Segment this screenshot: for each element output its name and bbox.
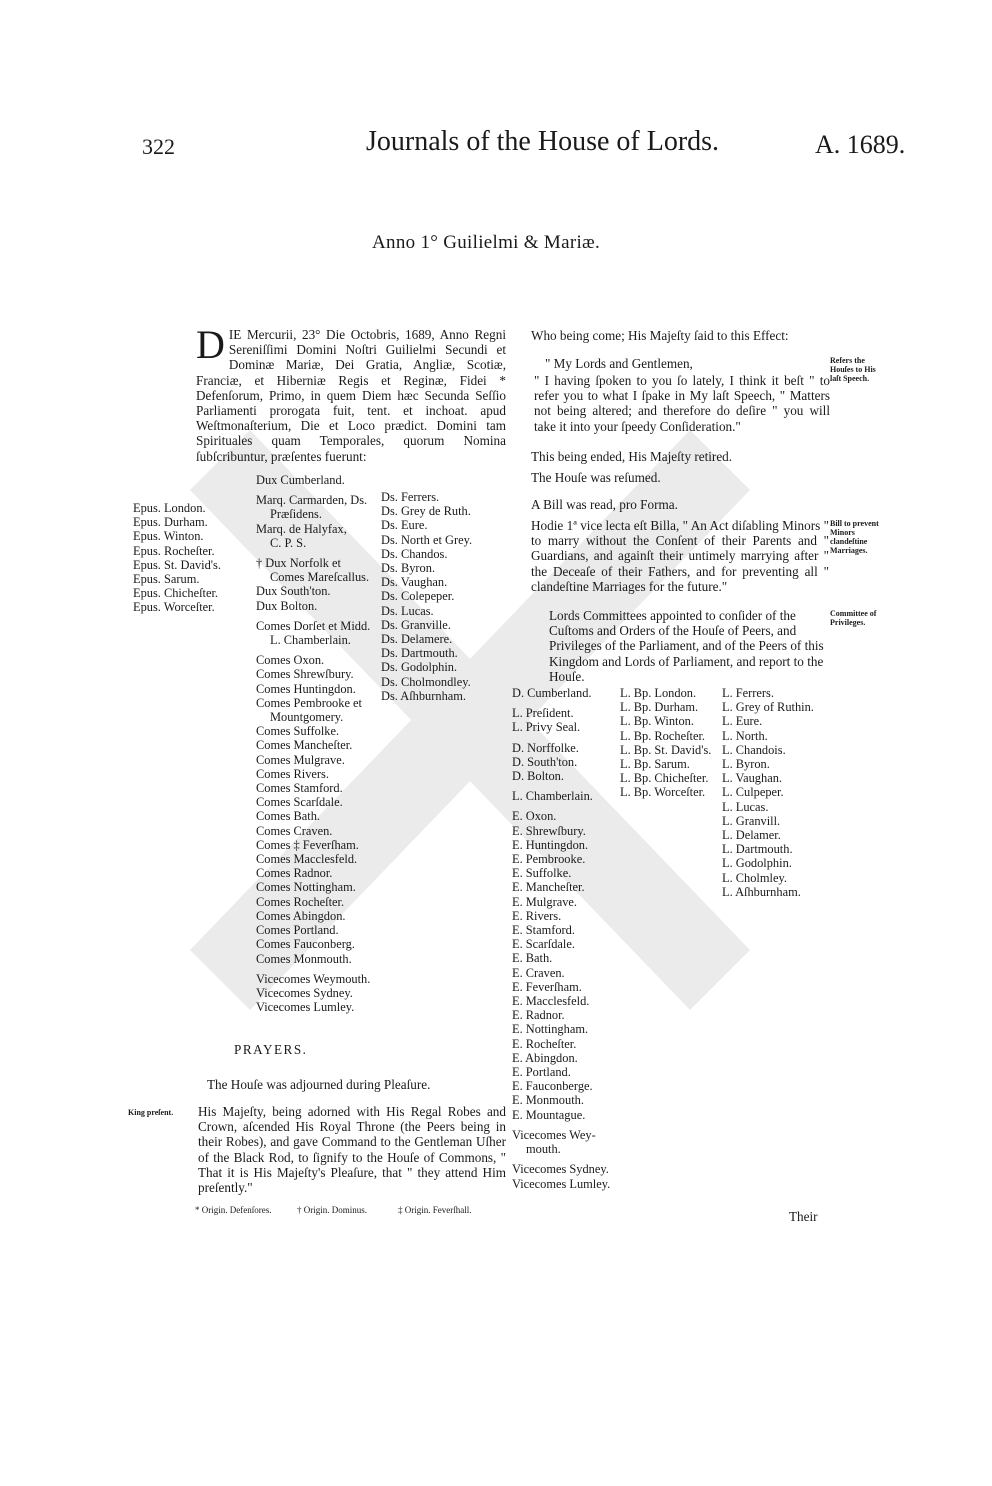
committee-member: L. Preſident. — [512, 706, 574, 721]
committee-member: L. Bp. Rocheſter. — [620, 728, 705, 743]
bishop-entry: Epus. Worceſter. — [133, 600, 215, 615]
bishop-entry: Epus. London. — [133, 501, 206, 515]
footnote-2: † Origin. Dominus. — [297, 1205, 368, 1215]
peer-entry: Comes Huntingdon. — [256, 681, 356, 696]
peer-entry: Comes Stamford. — [256, 781, 343, 796]
peer-entry: Ds. Granville. — [381, 617, 451, 632]
committee-member: E. Mulgrave. — [512, 894, 578, 909]
peer-entry: Comes Dorſet et Midd. — [256, 618, 371, 633]
committee-member: L. North. — [722, 728, 768, 743]
opening-text: IE Mercurii, 23° Die Octobris, 1689, Anno Regni Sereniſſimi Domini Noſtri Guilielmi Secundi et Dominæ Mariæ, Dei Gratia, Angliæ, Scotiæ, Franciæ, et Hiberniæ Regis et Reginæ, Fidei * Defenſorum, Primo, in quem Diem hæc Secunda Seſſio Parliamenti prorogata fuit, tent. et inchoat. apud Weſtmonaſterium, Die et Loco prædict. Domini tam Spirituales quam Temporales, quorum Nomina ſubſcribuntur, præſentes fuerunt: — [196, 327, 506, 464]
committee-member: E. Portland. — [512, 1065, 571, 1080]
peer-entry: Vicecomes Sydney. — [256, 985, 353, 1000]
peer-entry: Ds. Delamere. — [381, 632, 453, 647]
committee-member: L. Culpeper. — [722, 785, 784, 800]
committee-member: D. Cumberland. — [512, 686, 592, 700]
committee-margin-note: Committee of Privileges. — [830, 609, 877, 627]
bill-read: A Bill was read, pro Forma. — [531, 497, 678, 512]
peer-entry: Comes Abingdon. — [256, 908, 346, 923]
house-resumed: The Houſe was reſumed. — [531, 470, 661, 485]
page-number: 322 — [142, 134, 175, 159]
peer-entry: Comes Macclesfeld. — [256, 852, 358, 867]
committee-member: E. Feverſham. — [512, 979, 582, 994]
committee-member: E. Fauconberge. — [512, 1079, 593, 1094]
committee-column-2 — [620, 686, 725, 800]
committee-member: E. Macclesfeld. — [512, 994, 590, 1009]
committee-member: L. Grey of Ruthin. — [722, 700, 814, 715]
peers-column-1 — [256, 473, 386, 1014]
peer-entry: Ds. Grey de Ruth. — [381, 504, 471, 519]
committee-column-3 — [722, 686, 832, 899]
peers-column-2 — [381, 490, 491, 703]
year-label: A. 1689. — [815, 130, 906, 159]
committee-member: L. Vaughan. — [722, 771, 782, 786]
committee-member: L. Godolphin. — [722, 856, 792, 871]
committee-member: L. Eure. — [722, 714, 763, 729]
committee-member: E. Nottingham. — [512, 1022, 589, 1037]
footnote-1: * Origin. Defenſores. — [195, 1205, 272, 1215]
peer-entry: † Dux Norfolk et — [256, 556, 341, 571]
bishop-entry: Epus. Winton. — [133, 529, 204, 544]
committee-member: E. Radnor. — [512, 1008, 565, 1023]
peer-entry: Mountgomery. — [270, 710, 344, 725]
who-being-come: Who being come; His Majeſty ſaid to this Effect: — [531, 328, 789, 343]
peer-entry: Comes Oxon. — [256, 653, 325, 668]
peer-entry: Comes Fauconberg. — [256, 937, 355, 952]
peer-entry: Dux Cumberland. — [256, 473, 345, 487]
committee-member: L. Granvill. — [722, 813, 781, 828]
bishop-entry: Epus. Sarum. — [133, 572, 200, 587]
speech-salutation: " My Lords and Gentlemen, — [545, 356, 693, 371]
committee-member: D. Norffolke. — [512, 740, 579, 755]
bishop-entry: Epus. Chicheſter. — [133, 586, 218, 601]
peer-entry: Comes Bath. — [256, 809, 321, 824]
committee-member: L. Ferrers. — [722, 686, 774, 700]
committee-member: L. Dartmouth. — [722, 842, 793, 857]
committee-member: E. Pembrooke. — [512, 852, 586, 867]
committee-member: L. Chandois. — [722, 742, 786, 757]
committee-member: E. Huntingdon. — [512, 837, 589, 852]
peer-entry: Ds. Vaughan. — [381, 575, 448, 590]
king-present-note: King preſent. — [128, 1108, 174, 1117]
peer-entry: Ds. Aſhburnham. — [381, 688, 467, 703]
peer-entry: Ds. Ferrers. — [381, 490, 440, 504]
committee-member: Vicecomes Sydney. — [512, 1162, 609, 1177]
committee-member: L. Bp. Chicheſter. — [620, 771, 709, 786]
committee-text: Lords Committees appointed to conſider of the Cuſtoms and Orders of the Houſe of Peers, and Privileges of the Parliament, and of the Peers of this Kingdom and Lords of Parliament, and report to the Houſe. — [549, 608, 824, 684]
committee-member: L. Chamberlain. — [512, 789, 593, 804]
adjourned-text: The Houſe was adjourned during Pleaſure. — [207, 1077, 431, 1092]
committee-member: D. South'ton. — [512, 754, 578, 769]
committee-member: L. Bp. Worceſter. — [620, 785, 706, 800]
bishops-list — [133, 501, 233, 615]
majesty-retired: This being ended, His Majeſty retired. — [531, 449, 733, 464]
peer-entry: Comes Rivers. — [256, 766, 329, 781]
peer-entry: Comes Pembrooke et — [256, 695, 362, 710]
peer-entry: Comes ‡ Feverſham. — [256, 837, 359, 852]
peer-entry: Vicecomes Weymouth. — [256, 971, 371, 986]
peer-entry: Comes Suffolke. — [256, 724, 340, 739]
committee-member: L. Byron. — [722, 757, 770, 772]
peer-entry: Dux South'ton. — [256, 584, 331, 599]
speech-text: " I having ſpoken to you ſo lately, I think it beſt " to refer you to what I ſpake in My laſt Speech, " Matters not being altered; and therefore do deſire " you will take it into your ſpeedy Conſideration." — [534, 373, 830, 434]
peer-entry: Ds. Dartmouth. — [381, 646, 458, 661]
committee-member: E. Mountague. — [512, 1107, 586, 1122]
committee-member: E. Rivers. — [512, 908, 562, 923]
committee-member: D. Bolton. — [512, 769, 564, 784]
opening-paragraph — [196, 322, 506, 464]
committee-member: L. Bp. Durham. — [620, 700, 699, 715]
peer-entry: Comes Shrewſbury. — [256, 667, 354, 682]
catchword: Their — [789, 1209, 818, 1224]
bishop-entry: Epus. Rocheſter. — [133, 543, 215, 558]
peer-entry: Ds. Chandos. — [381, 546, 448, 561]
committee-member: L. Bp. Sarum. — [620, 757, 690, 772]
peer-entry: Comes Scarſdale. — [256, 795, 343, 810]
peer-entry: Marq. de Halyfax, — [256, 521, 347, 536]
footnote-3: ‡ Origin. Feverſhall. — [398, 1205, 472, 1215]
speech-margin-note: Refers the Houſes to His laſt Speech. — [830, 356, 876, 383]
bill-text: Hodie 1ª vice lecta eſt Billa, " An Act diſabling Minors " to marry without the Conſent of their Parents and " Guardians, and againſt their untimely marrying after " the Deceaſe of their Fathers, and for preventing all " clandeſtine Marriages for the future." — [531, 518, 829, 594]
peer-entry: Comes Rocheſter. — [256, 894, 345, 909]
committee-member: L. Bp. London. — [620, 686, 697, 700]
committee-member: E. Suffolke. — [512, 866, 572, 881]
peer-entry: L. Chamberlain. — [270, 633, 351, 648]
committee-member: E. Stamford. — [512, 923, 575, 938]
committee-member: L. Aſhburnham. — [722, 884, 801, 899]
king-paragraph: His Majeſty, being adorned with His Regal Robes and Crown, aſcended His Royal Throne (the Peers being in their Robes), and gave Command to the Gentleman Uſher of the Black Rod, to ſignify to the Houſe of Commons, " That it is His Majeſty's Pleaſure, that " they attend Him preſently." — [198, 1104, 506, 1196]
committee-member: L. Lucas. — [722, 799, 769, 814]
peer-entry: Ds. Godolphin. — [381, 660, 458, 675]
committee-member: E. Mancheſter. — [512, 880, 585, 895]
peer-entry: Dux Bolton. — [256, 598, 318, 613]
dropcap: D — [196, 322, 225, 367]
committee-member: L. Delamer. — [722, 828, 781, 843]
committee-member: E. Bath. — [512, 951, 553, 966]
peer-entry: Præſidens. — [270, 507, 322, 522]
peer-entry: Ds. Cholmondley. — [381, 674, 471, 689]
peer-entry: Ds. Eure. — [381, 518, 428, 533]
committee-member: E. Abingdon. — [512, 1050, 578, 1065]
committee-member: E. Scarſdale. — [512, 937, 575, 952]
peer-entry: Comes Nottingham. — [256, 880, 356, 895]
peer-entry: Comes Craven. — [256, 823, 333, 838]
peer-entry: Marq. Carmarden, Ds. — [256, 493, 368, 508]
committee-member: L. Bp. St. David's. — [620, 742, 712, 757]
committee-column-1 — [512, 686, 622, 1191]
bishop-entry: Epus. Durham. — [133, 515, 208, 530]
peer-entry: Ds. Lucas. — [381, 603, 434, 618]
peer-entry: Comes Mareſcallus. — [270, 570, 370, 585]
committee-member: Vicecomes Lumley. — [512, 1176, 611, 1191]
peer-entry: Comes Mancheſter. — [256, 738, 353, 753]
peer-entry: Ds. Byron. — [381, 561, 436, 576]
committee-member: E. Shrewſbury. — [512, 823, 586, 838]
peer-entry: C. P. S. — [270, 535, 307, 550]
committee-member: L. Bp. Winton. — [620, 714, 694, 729]
peer-entry: Ds. Colepeper. — [381, 589, 455, 604]
bill-margin-note: Bill to prevent Minors clandeſtine Marriages. — [830, 519, 879, 555]
running-title: Journals of the House of Lords. — [366, 126, 720, 157]
bishop-entry: Epus. St. David's. — [133, 557, 221, 572]
committee-member: E. Rocheſter. — [512, 1036, 577, 1051]
committee-member: L. Cholmley. — [722, 870, 787, 885]
peer-entry: Ds. North et Grey. — [381, 532, 473, 547]
committee-member: L. Privy Seal. — [512, 720, 581, 735]
peer-entry: Comes Radnor. — [256, 866, 333, 881]
committee-member: E. Oxon. — [512, 809, 557, 824]
committee-member: E. Monmouth. — [512, 1093, 584, 1108]
prayers-heading: PRAYERS. — [234, 1042, 308, 1057]
session-heading: Anno 1° Guilielmi & Mariæ. — [372, 232, 601, 253]
committee-member: Vicecomes Wey- — [512, 1127, 596, 1142]
peer-entry: Comes Mulgrave. — [256, 752, 345, 767]
committee-member: mouth. — [526, 1142, 561, 1157]
peer-entry: Vicecomes Lumley. — [256, 1000, 355, 1015]
peer-entry: Comes Portland. — [256, 923, 339, 938]
peer-entry: Comes Monmouth. — [256, 951, 352, 966]
committee-member: E. Craven. — [512, 965, 565, 980]
